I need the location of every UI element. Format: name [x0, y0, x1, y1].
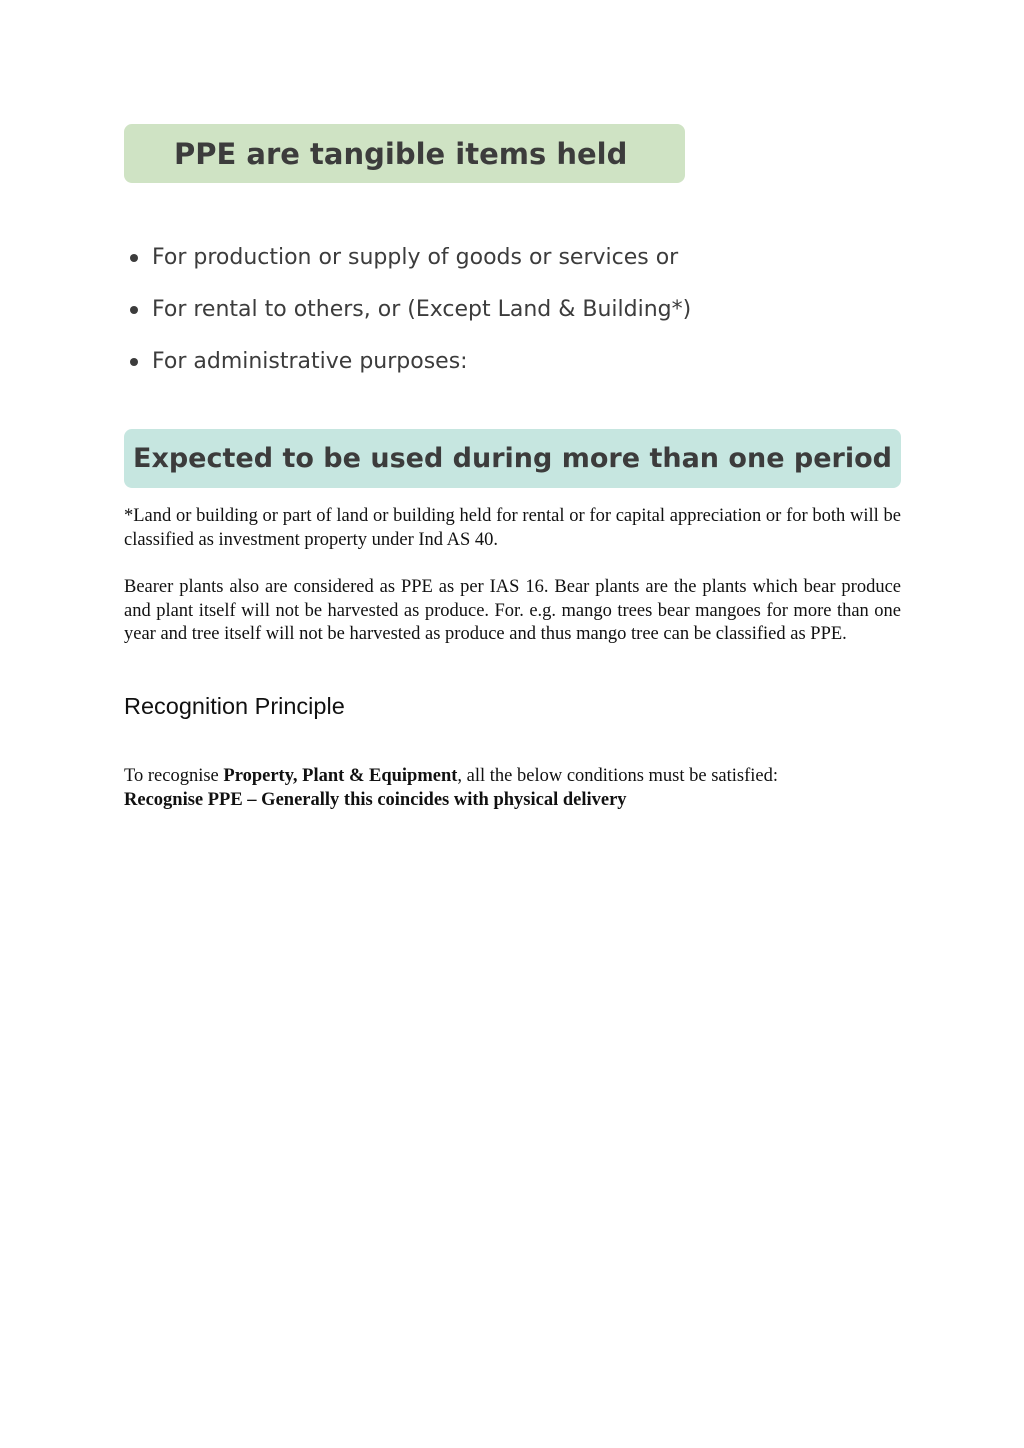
ppe-definition-heading: PPE are tangible items held	[174, 136, 628, 171]
ppe-purpose-list	[130, 232, 691, 388]
footnote-paragraph: *Land or building or part of land or building held for rental or for capital appreciation or for both will be classified as investment property under Ind AS 40.	[124, 506, 901, 550]
list-item	[130, 336, 691, 388]
bullet-icon	[130, 254, 138, 262]
expected-use-box	[124, 429, 901, 488]
intro-bold-term: Property, Plant & Equipment	[223, 766, 458, 786]
list-item-text: For production or supply of goods or services or	[152, 245, 679, 270]
recognise-ppe-line: Recognise PPE – Generally this coincides with physical delivery	[124, 790, 627, 810]
intro-suffix: , all the below conditions must be satisfied:	[457, 766, 779, 786]
bearer-plants-paragraph: Bearer plants also are considered as PPE as per IAS 16. Bear plants are the plants which bear produce and plant itself will not be harvested as produce. For. e.g. mango trees bear mangoes for more than one year and tree itself will not be harvested as produce and thus mango tree can be classified as PPE.	[124, 577, 901, 645]
list-item	[130, 284, 691, 336]
list-item-text: For rental to others, or (Except Land & Building*)	[152, 297, 692, 322]
list-item-text: For administrative purposes:	[152, 349, 468, 374]
expected-use-text: Expected to be used during more than one period	[133, 443, 892, 474]
list-item	[130, 232, 691, 284]
ppe-definition-heading-box	[124, 124, 685, 183]
bullet-icon	[130, 358, 138, 366]
section-title: Recognition Principle	[124, 693, 345, 719]
recognition-intro	[124, 765, 901, 789]
intro-prefix: To recognise	[124, 766, 224, 786]
bullet-icon	[130, 306, 138, 314]
